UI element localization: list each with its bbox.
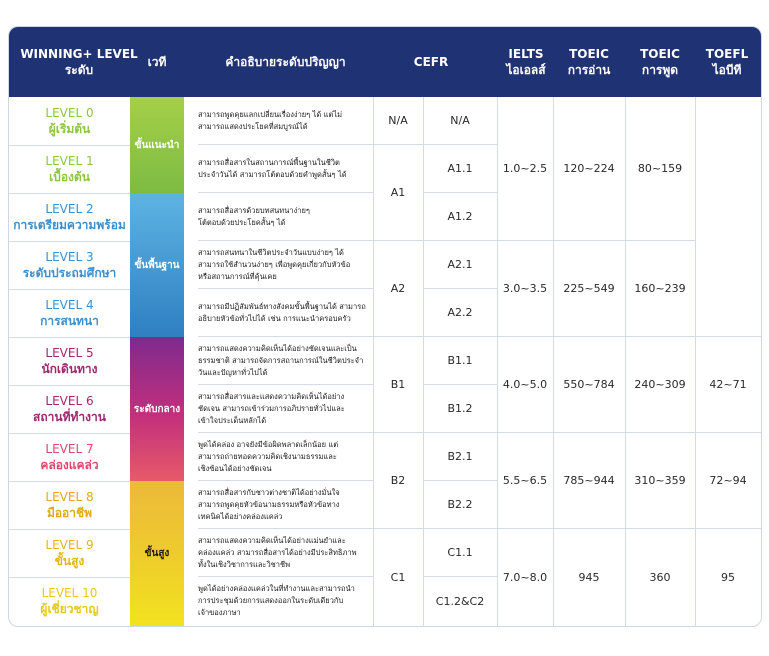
stage-advanced (130, 481, 184, 626)
description-row-3 (198, 241, 373, 289)
description-line: สามารถแสดงประโยคที่สมบูรณ์ได้ (198, 121, 308, 131)
header-description (198, 27, 373, 97)
description-line: สามารถพูดคุยแลกเปลี่ยนเรื่องง่ายๆ ได้ แต่ไม่ (198, 109, 343, 119)
description-row-7 (198, 433, 373, 481)
level-row-10 (9, 577, 130, 625)
level-row-8 (9, 481, 130, 530)
level-name: สถานที่ทำงาน (33, 409, 106, 424)
level-code: LEVEL 10 (41, 585, 98, 600)
level-code: LEVEL 1 (45, 153, 94, 168)
stage-beginner (130, 97, 184, 193)
header-toeic-reading (555, 27, 623, 97)
header-toefl (697, 27, 757, 97)
level-name: การเตรียมความพร้อม (13, 217, 126, 232)
description-line: สามารถแสดงความคิดเห็นได้อย่างชัดเจนและเป็น (198, 343, 357, 353)
description-line: วันและปัญหาทั่วไปได้ (198, 367, 268, 377)
description-line: ทั้งในเชิงวิชาการและวิชาชีพ (198, 559, 291, 569)
header-ielts-th: ไอเอลส์ (506, 63, 546, 77)
description-row-10 (198, 577, 373, 625)
description-row-4 (198, 289, 373, 337)
description-line: เจ้าของภาษา (198, 608, 241, 617)
header-stage (130, 27, 184, 97)
table-header (9, 27, 761, 97)
level-code: LEVEL 8 (45, 489, 94, 504)
cefr-main-cell: A2 (373, 241, 423, 337)
header-level (9, 27, 149, 97)
cefr-main-cell: A1 (373, 145, 423, 241)
cefr-main-cell: C1 (390, 571, 406, 584)
description-row-1 (198, 145, 373, 193)
level-code: LEVEL 9 (45, 537, 94, 552)
toeic-reading-cell: 945 (578, 571, 600, 584)
level-code: LEVEL 2 (45, 201, 94, 216)
header-toeic-reading-th: การอ่าน (567, 63, 611, 77)
header-toeic-reading-en: TOEIC (569, 47, 609, 61)
header-ielts-en: IELTS (508, 47, 544, 61)
cefr-main-cell: N/A (373, 97, 423, 145)
description-line: หรือสถานการณ์ที่คุ้นเคย (198, 271, 277, 281)
level-code: LEVEL 3 (45, 249, 94, 264)
level-row-5 (9, 337, 130, 386)
cefr-sub-cell: B2.2 (423, 481, 497, 529)
toefl-cell: 72~94 (695, 433, 761, 529)
description-line: โต้ตอบด้วยประโยคสั้นๆ ได้ (198, 217, 286, 227)
stage-foundation-label: ขั้นพื้นฐาน (134, 259, 180, 271)
level-row-4 (9, 289, 130, 338)
cefr-sub-cell: B1.1 (423, 337, 497, 385)
toeic-speaking-cell: 80~159 (625, 97, 695, 241)
level-name: การสนทนา (40, 313, 99, 328)
description-line: สามารถถ่ายทอดความคิดเชิงนามธรรมและ (198, 451, 337, 461)
cefr-sub-cell: A1.2 (423, 193, 497, 241)
toeic-reading-cell: 785~944 (553, 433, 625, 529)
header-stage-label: เวที (147, 55, 167, 69)
grid-divider (695, 97, 696, 626)
level-name: คล่องแคล่ว (40, 457, 99, 472)
description-line: สามารถมีปฏิสัมพันธ์ทางสังคมขั้นพื้นฐานได้ สามารถ (198, 301, 366, 311)
cefr-sub-cell: A2.2 (423, 289, 497, 337)
level-row-2 (9, 193, 130, 242)
header-ielts (499, 27, 553, 97)
level-row-9 (9, 529, 130, 578)
level-name: ขั้นสูง (54, 553, 85, 568)
ielts-cell: 5.5~6.5 (497, 433, 553, 529)
cefr-sub-cell: A1.1 (423, 145, 497, 193)
cefr-sub-cell: C1.1 (423, 529, 497, 577)
description-row-2 (198, 193, 373, 241)
description-row-6 (198, 385, 373, 433)
header-level-th: ระดับ (64, 63, 94, 77)
toeic-speaking-cell: 240~309 (625, 337, 695, 433)
level-name: ผู้เริ่มต้น (48, 121, 91, 136)
description-row-9 (198, 529, 373, 577)
header-description-label: คำอธิบายระดับปริญญา (225, 55, 346, 69)
cefr-sub-cell: A2.1 (423, 241, 497, 289)
description-line: พูดได้อย่างคล่องแคล่วในที่ทำงานและสามารถนำ (198, 584, 355, 593)
header-toeic-speaking-en: TOEIC (640, 47, 680, 61)
header-level-en: WINNING+ LEVEL (20, 47, 138, 61)
cefr-main-cell: B2 (373, 433, 423, 529)
level-name: เบื้องต้น (49, 169, 90, 184)
description-line: สามารถแสดงความคิดเห็นได้อย่างแม่นยำและ (198, 535, 346, 545)
description-line: อธิบายหัวข้อทั่วไปได้ เช่น การแนะนำครอบครัว (198, 313, 351, 323)
cefr-comparison-table (8, 26, 762, 627)
description-line: สามารถสื่อสารกับชาวต่างชาติได้อย่างมั่นใจ (198, 487, 340, 497)
toefl-cell: 42~71 (695, 337, 761, 433)
description-line: สามารถใช้สำนวนง่ายๆ เพื่อพูดคุยเกี่ยวกับหัวข้อ (198, 259, 351, 269)
description-line: ประจำวันได้ สามารถโต้ตอบด้วยคำพูดสั้นๆ ได้ (198, 169, 347, 179)
ielts-cell: 7.0~8.0 (502, 571, 548, 584)
cefr-sub-cell: C1.2&C2 (435, 595, 485, 608)
ielts-cell: 1.0~2.5 (497, 97, 553, 241)
level-name: มืออาชีพ (46, 505, 93, 520)
description-row-5 (198, 337, 373, 385)
header-toefl-th: ไอบีที (712, 63, 742, 77)
toefl-cell-empty (695, 97, 761, 337)
level-name: ผู้เชี่ยวชาญ (40, 601, 99, 616)
description-line: คล่องแคล่ว สามารถสื่อสารได้อย่างมีประสิทธิภาพ (198, 547, 357, 557)
level-name: ระดับประถมศึกษา (22, 265, 117, 280)
level-name: นักเดินทาง (41, 361, 98, 376)
stage-beginner-label: ขั้นแนะนำ (134, 139, 180, 151)
description-line: สามารถพูดคุยหัวข้อนามธรรมหรือหัวข้อทาง (198, 499, 340, 509)
grid-divider (423, 97, 424, 626)
toeic-speaking-cell: 360 (649, 571, 671, 584)
description-line: พูดได้คล่อง อาจยังมีข้อผิดพลาดเล็กน้อย แต่ (198, 439, 339, 449)
description-line: สามารถสื่อสารและแสดงความคิดเห็นได้อย่าง (198, 391, 345, 401)
level-code: LEVEL 6 (45, 393, 94, 408)
grid-divider (553, 97, 554, 626)
description-line: เชิงซ้อนได้อย่างชัดเจน (198, 463, 272, 473)
ielts-cell: 4.0~5.0 (497, 337, 553, 433)
toeic-speaking-cell: 310~359 (625, 433, 695, 529)
grid-divider (625, 97, 626, 626)
toeic-speaking-cell: 160~239 (625, 241, 695, 337)
description-line: เทคนิคได้อย่างคล่องแคล่ว (198, 511, 283, 521)
toeic-reading-cell: 120~224 (553, 97, 625, 241)
cefr-sub-cell: B1.2 (423, 385, 497, 433)
grid-divider (497, 97, 498, 626)
description-row-0 (198, 97, 373, 145)
header-toeic-speaking-th: การพูด (641, 63, 679, 77)
cefr-main-cell: B1 (373, 337, 423, 433)
level-code: LEVEL 4 (45, 297, 94, 312)
description-line: ธรรมชาติ สามารถจัดการสถานการณ์ในชีวิตประจำ (198, 355, 364, 365)
grid-divider (373, 97, 374, 626)
level-row-0 (9, 97, 130, 146)
stage-intermediate-label: ระดับกลาง (133, 403, 181, 415)
description-line: เข้าใจประเด็นหลักได้ (198, 415, 267, 425)
description-line: ชัดเจน สามารถเข้าร่วมการอภิปรายทั่วไปและ (198, 403, 345, 413)
description-line: สามารถสื่อสารในสถานการณ์พื้นฐานในชีวิต (198, 157, 340, 167)
header-cefr (371, 27, 491, 97)
level-code: LEVEL 0 (45, 105, 94, 120)
toeic-reading-cell: 225~549 (553, 241, 625, 337)
level-code: LEVEL 5 (45, 345, 94, 360)
cefr-sub-cell: B2.1 (423, 433, 497, 481)
description-line: สามารถสนทนาในชีวิตประจำวันแบบง่ายๆ ได้ (198, 247, 344, 257)
stage-intermediate (130, 337, 184, 481)
level-row-6 (9, 385, 130, 434)
header-cefr-label: CEFR (413, 55, 449, 69)
header-toefl-en: TOEFL (705, 47, 749, 61)
stage-advanced-label: ขั้นสูง (144, 548, 170, 559)
table-body (9, 97, 761, 626)
description-row-8 (198, 481, 373, 529)
description-line: สามารถสื่อสารด้วยบทสนทนาง่ายๆ (198, 205, 310, 215)
toefl-cell: 95 (721, 571, 735, 584)
level-row-3 (9, 241, 130, 290)
stage-foundation (130, 193, 184, 337)
level-code: LEVEL 7 (45, 441, 94, 456)
level-row-1 (9, 145, 130, 194)
cefr-sub-cell: N/A (423, 97, 497, 145)
header-toeic-speaking (626, 27, 694, 97)
toeic-reading-cell: 550~784 (553, 337, 625, 433)
description-line: การประชุมด้วยการแสดงออกในระดับเดียวกับ (198, 596, 344, 605)
ielts-cell: 3.0~3.5 (497, 241, 553, 337)
level-row-7 (9, 433, 130, 482)
